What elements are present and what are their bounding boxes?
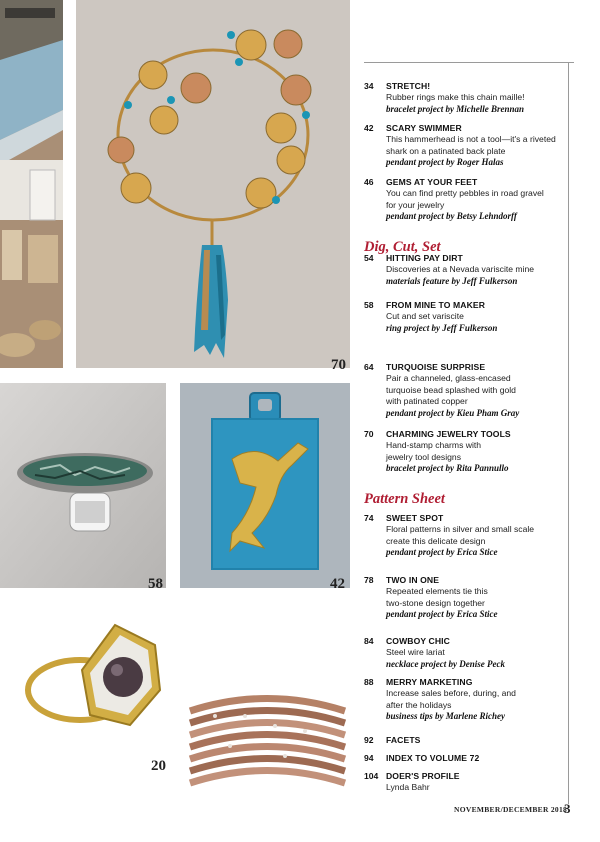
cuff-photo (185, 686, 350, 811)
pearl-ring-page-number: 20 (151, 758, 166, 774)
toc-entry-description: You can find pretty pebbles in road gravel (386, 188, 544, 199)
toc-page-number: 58 (364, 300, 374, 310)
toc-entry-description: turquoise bead splashed with gold (386, 384, 516, 395)
toc-entry-description: Discoveries at a Nevada variscite mine (386, 264, 535, 275)
toc-entry-body (386, 677, 576, 723)
pearl-ring-photo (20, 615, 170, 745)
toc-entry-description: Cut and set variscite (386, 311, 464, 322)
toc-entry-body (386, 735, 576, 746)
pendant-photo (180, 383, 350, 588)
toc-page-number: 78 (364, 575, 374, 585)
toc-page-number: 46 (364, 177, 374, 187)
toc-entry-title: STRETCH! (386, 81, 431, 91)
toc-entry-description: two-stone design together (386, 597, 485, 608)
section-heading-dig: Dig, Cut, Set (364, 239, 441, 255)
toc-page-number: 94 (364, 753, 374, 763)
toc-entry-description: Pair a channeled, glass-encased (386, 373, 511, 384)
toc-entry-description: create this delicate design (386, 535, 486, 546)
table-of-contents (364, 62, 574, 793)
toc-entry-description: Hand-stamp charms with (386, 440, 482, 451)
toc-page-number: 88 (364, 677, 374, 687)
toc-entry-description: Floral patterns in silver and small scale (386, 524, 535, 535)
ring-stone-page-number: 58 (148, 576, 163, 592)
toc-entry-body (386, 771, 576, 794)
toc-entry-credit: pendant project by Betsy Lehndorff (386, 211, 517, 222)
toc-entry-description: Increase sales before, during, and (386, 688, 516, 699)
toc-page-number: 84 (364, 636, 374, 646)
section-heading-pattern: Pattern Sheet (364, 491, 445, 507)
toc-page-number: 64 (364, 362, 374, 372)
toc-entry-description: jewelry tool designs (386, 451, 461, 462)
toc-page-number: 34 (364, 81, 374, 91)
toc-entry-body (386, 636, 576, 670)
toc-page-number: 104 (364, 771, 379, 781)
toc-entry-body (386, 253, 576, 287)
toc-page-number: 42 (364, 123, 374, 133)
issue-date: NOVEMBER/DECEMBER 2018 (454, 805, 568, 814)
toc-entry-credit: materials feature by Jeff Fulkerson (386, 275, 518, 286)
toc-page-number: 54 (364, 253, 374, 263)
toc-entry-body (386, 513, 576, 559)
toc-entry-description: with patinated copper (386, 396, 468, 407)
toc-entry-body (386, 753, 576, 764)
bracelet-page-number: 70 (331, 357, 346, 373)
toc-entry-title: GEMS AT YOUR FEET (386, 177, 478, 187)
toc-entry-title: MERRY MARKETING (386, 677, 473, 687)
toc-entry-credit: bracelet project by Rita Pannullo (386, 463, 509, 474)
toc-entry-title: TURQUOISE SURPRISE (386, 362, 486, 372)
toc-entry-description: for your jewelry (386, 199, 445, 210)
toc-entry-credit: pendant project by Erica Stice (386, 609, 498, 620)
page-number: 3 (564, 801, 571, 816)
toc-entry-description: after the holidays (386, 699, 452, 710)
toc-entry-body (386, 362, 576, 419)
toc-entry-title: HITTING PAY DIRT (386, 253, 463, 263)
workshop-photo (0, 0, 63, 368)
toc-entry-description: shark on a patinated back plate (386, 145, 506, 156)
toc-entry-description: Lynda Bahr (386, 782, 430, 793)
toc-entry-credit: bracelet project by Michelle Brennan (386, 103, 524, 114)
toc-entry-body (386, 300, 576, 334)
toc-page-number: 70 (364, 429, 374, 439)
toc-entry-title: FROM MINE TO MAKER (386, 300, 486, 310)
toc-entry-body (386, 575, 576, 621)
bracelet-photo (76, 0, 350, 368)
toc-entry-description: Rubber rings make this chain maille! (386, 92, 525, 103)
toc-entry-body (386, 81, 576, 115)
toc-entry-credit: pendant project by Kieu Pham Gray (386, 407, 520, 418)
toc-entry-title: DOER'S PROFILE (386, 771, 460, 781)
toc-entry-title: COWBOY CHIC (386, 636, 450, 646)
toc-entry-title: SWEET SPOT (386, 513, 444, 523)
toc-entry-credit: pendant project by Roger Halas (386, 157, 504, 168)
toc-entry-title: SCARY SWIMMER (386, 123, 462, 133)
toc-entry-description: This hammerhead is not a tool—it's a riveted (386, 134, 556, 145)
toc-entry-credit: pendant project by Erica Stice (386, 547, 498, 558)
toc-entry-title: INDEX TO VOLUME 72 (386, 753, 480, 763)
toc-page-number: 92 (364, 735, 374, 745)
toc-entry-body (386, 123, 576, 169)
toc-page-number: 74 (364, 513, 374, 523)
ring-stone-photo (0, 383, 166, 588)
toc-entry-credit: ring project by Jeff Fulkerson (386, 322, 498, 333)
toc-entry-description: Steel wire lariat (386, 647, 445, 658)
toc-entry-title: TWO IN ONE (386, 575, 440, 585)
toc-entry-title: CHARMING JEWELRY TOOLS (386, 429, 511, 439)
toc-entry-body (386, 177, 576, 223)
toc-entry-title: FACETS (386, 735, 421, 745)
toc-entry-description: Repeated elements tie this (386, 586, 488, 597)
pendant-page-number: 42 (330, 576, 345, 592)
toc-entry-credit: business tips by Marlene Richey (386, 711, 506, 722)
toc-entry-credit: necklace project by Denise Peck (386, 658, 505, 669)
toc-entry-body (386, 429, 576, 475)
